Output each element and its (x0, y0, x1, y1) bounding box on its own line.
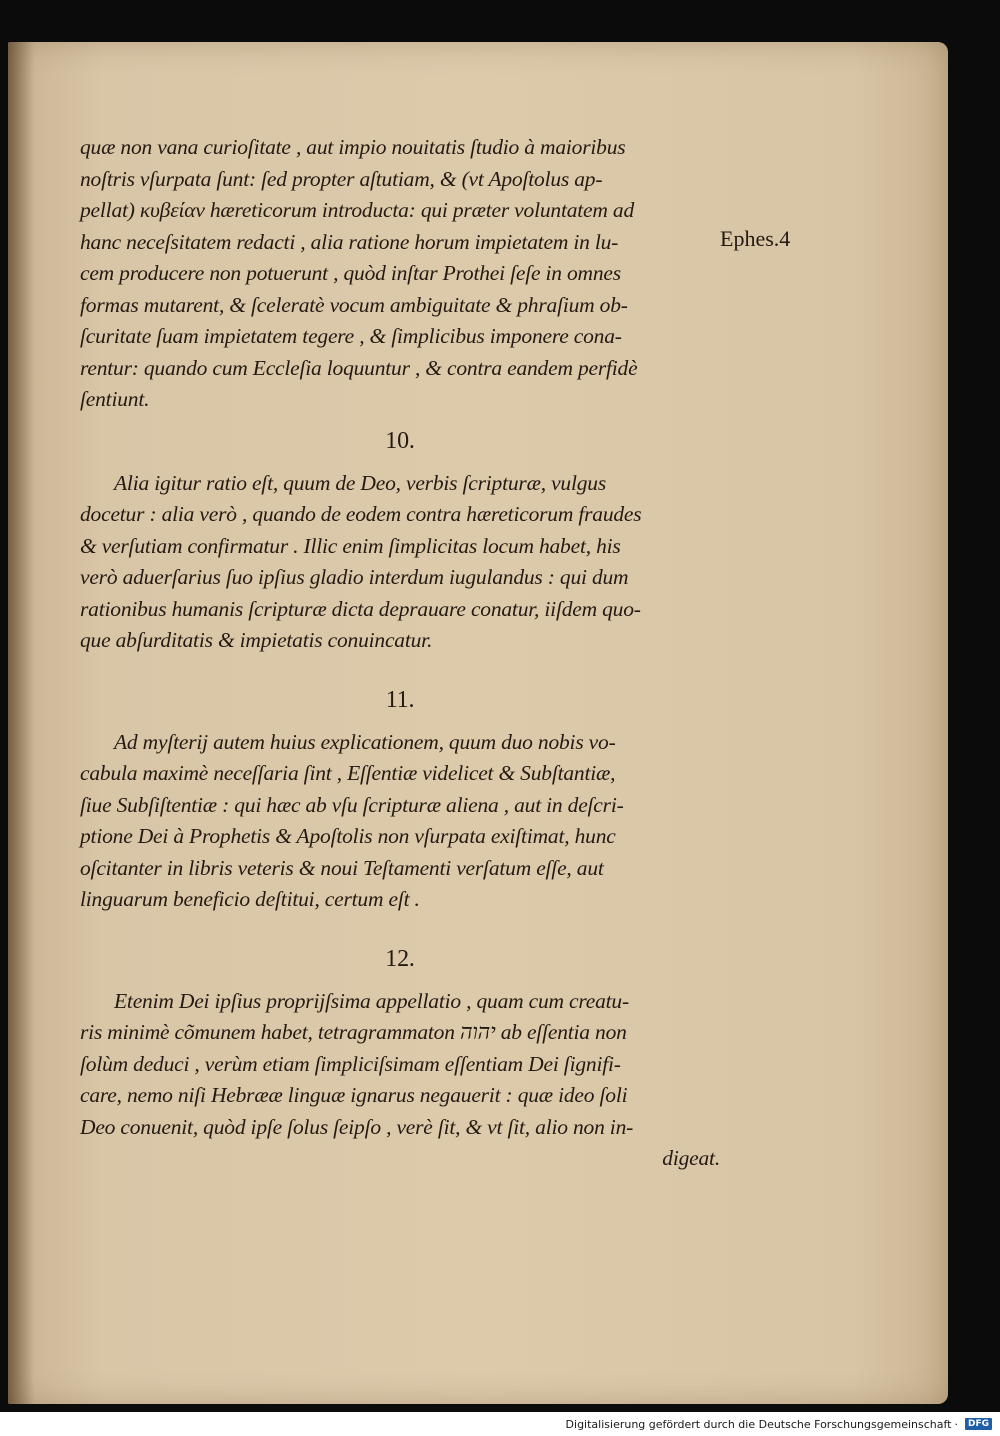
book-page (8, 42, 948, 1404)
text-line: care, nemo niſi Hebrææ linguæ ignarus negauerit : quæ ideo ſoli (80, 1083, 628, 1107)
text-line: cabula maximè neceſſaria ſint , Eſſentiæ videlicet & Subſtantiæ, (80, 761, 616, 785)
text-line: quæ non vana curioſitate , aut impio nouitatis ſtudio à maioribus (80, 135, 626, 159)
text-line: oſcitanter in libris veteris & noui Teſtamenti verſatum eſſe, aut (80, 855, 604, 880)
text-line: rentur: quando cum Eccleſia loquuntur , & contra eandem perfidè (80, 355, 638, 380)
paragraph-10 (80, 468, 720, 657)
text-line: Etenim Dei ipſius proprijſsima appellatio , quam cum creatu- (114, 988, 629, 1013)
text-line: ptione Dei à Prophetis & Apoſtolis non vſurpata exiſtimat, hunc (80, 824, 616, 848)
text-line: ſolùm deduci , verùm etiam ſimpliciſsimam eſſentiam Dei ſignifi- (80, 1051, 621, 1076)
paragraph-number: 12. (385, 945, 415, 972)
text-line: linguarum beneficio deſtitui, certum eſt . (80, 887, 420, 911)
text-line: ſiue Subſiſtentiæ : qui hæc ab vſu ſcripturæ aliena , aut in deſcri- (80, 792, 624, 817)
text-line: formas mutarent, & ſceleratè vocum ambiguitate & phraſium ob- (80, 292, 628, 317)
text-line: Ad myſterij autem huius explicationem, quum duo nobis vo- (114, 729, 616, 754)
paragraph-12 (80, 986, 720, 1175)
page-text (80, 132, 720, 1175)
text-line: cem producere non potuerunt , quòd inſtar Prothei ſeſe in omnes (80, 261, 621, 285)
footer-separator: · (954, 1417, 958, 1431)
text-line: pellat) κυβείαν hæreticorum introducta: qui præter voluntatem ad (80, 198, 634, 222)
text-line: rationibus humanis ſcripturæ dicta deprauare conatur, iiſdem quo- (80, 596, 641, 621)
text-line: digeat. (662, 1146, 720, 1170)
paragraph-11 (80, 727, 720, 916)
text-line: & verſutiam confirmatur . Illic enim ſimplicitas locum habet, his (80, 533, 621, 558)
text-line: ſentiunt. (80, 387, 150, 411)
footer-credit-bar (0, 1412, 1000, 1436)
text-line: verò aduerſarius ſuo ipſius gladio interdum iugulandus : qui dum (80, 565, 629, 589)
footer-credit-text: Digitalisierung gefördert durch die Deutsche Forschungsgemeinschaft (565, 1417, 952, 1431)
text-line: que abſurditatis & impietatis conuincatur. (80, 628, 433, 652)
paragraph-number: 10. (385, 427, 415, 454)
text-line: ſcuritate ſuam impietatem tegere , & ſimplicibus imponere cona- (80, 324, 622, 348)
paragraph-1 (80, 132, 720, 416)
text-line: Deo conuenit, quòd ipſe ſolus ſeipſo , verè ſit, & vt ſit, alio non in- (80, 1114, 634, 1139)
text-line: noſtris vſurpata ſunt: ſed propter aſtutiam, & (vt Apoſtolus ap- (80, 166, 603, 191)
text-line: Alia igitur ratio eſt, quum de Deo, verbis ſcripturæ, vulgus (114, 470, 607, 495)
text-line: docetur : alia verò , quando de eodem contra hæreticorum fraudes (80, 502, 642, 526)
text-line: ris minimè cõmunem habet, tetragrammaton יהוה ab eſſentia non (80, 1020, 627, 1044)
text-line: hanc neceſsitatem redacti , alia ratione horum impietatem in lu- (80, 229, 619, 254)
paragraph-number: 11. (385, 686, 415, 713)
dfg-logo-icon[interactable]: DFG (965, 1418, 992, 1430)
margin-note: Ephes.4 (720, 226, 791, 251)
